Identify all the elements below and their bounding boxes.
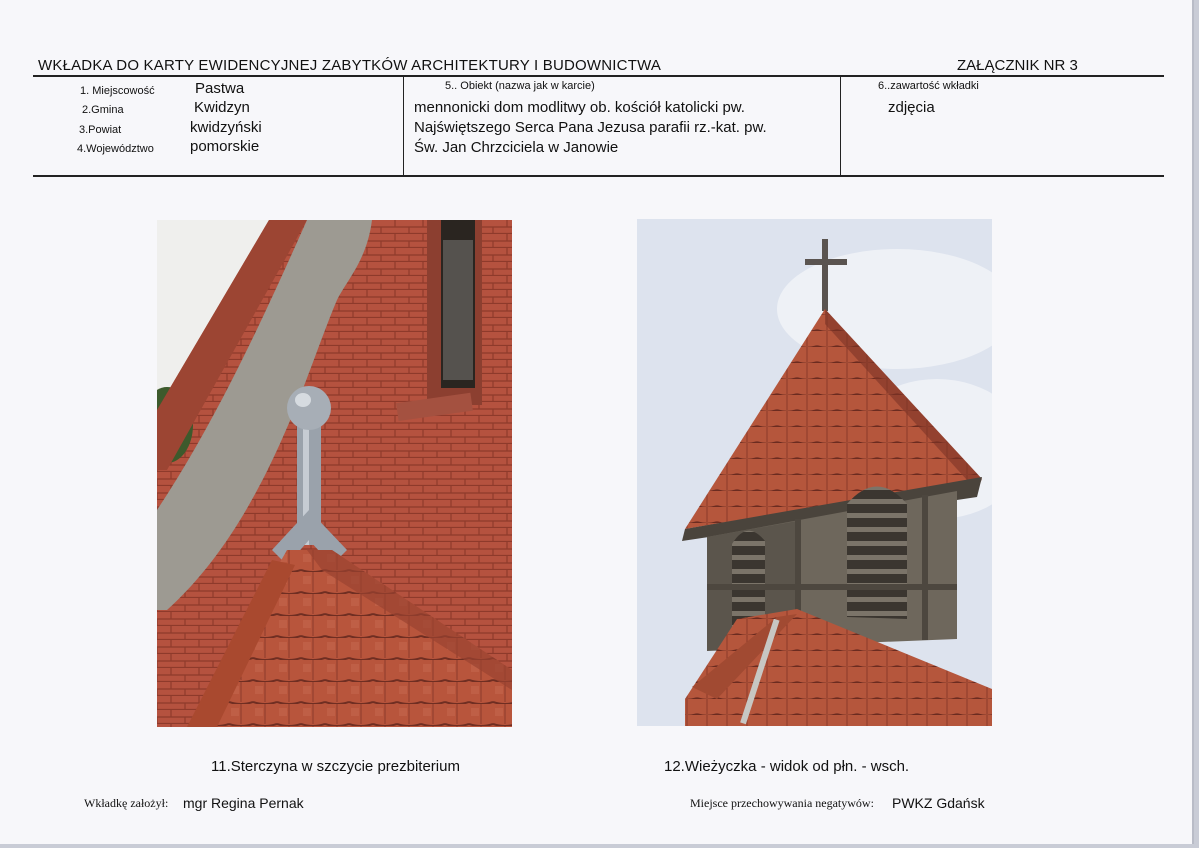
field-label-gmina: 2.Gmina xyxy=(82,104,124,116)
object-line-2: Najświętszego Serca Pana Jezusa parafii rz.-kat. pw. xyxy=(414,119,767,136)
document-title: WKŁADKA DO KARTY EWIDENCYJNEJ ZABYTKÓW ARCHITEKTURY I BUDOWNICTWA xyxy=(38,57,662,74)
contents-label: 6..zawartość wkładki xyxy=(878,80,979,92)
turret-photo xyxy=(637,219,992,726)
photo-caption-11: 11.Sterczyna w szczycie prezbiterium xyxy=(211,758,460,775)
object-line-1: mennonicki dom modlitwy ob. kościół katolicki pw. xyxy=(414,99,745,116)
photo-caption-12: 12.Wieżyczka - widok od płn. - wsch. xyxy=(664,758,910,775)
object-line-3: Św. Jan Chrzciciela w Janowie xyxy=(414,139,619,156)
field-value-wojewodztwo: pomorskie xyxy=(190,138,260,155)
column-divider-2 xyxy=(840,76,841,176)
field-value-gmina: Kwidzyn xyxy=(194,99,250,116)
object-label: 5.. Obiekt (nazwa jak w karcie) xyxy=(445,80,595,92)
finial-photo xyxy=(157,220,512,727)
field-label-powiat: 3.Powiat xyxy=(79,124,122,136)
column-divider-1 xyxy=(403,76,404,176)
field-value-miejscowosc: Pastwa xyxy=(195,80,245,97)
header-bottom-rule xyxy=(33,175,1164,177)
author-label: Wkładkę założył: xyxy=(84,796,169,810)
storage-label: Miejsce przechowywania negatywów: xyxy=(690,796,874,810)
storage-value: PWKZ Gdańsk xyxy=(892,795,985,811)
contents-value: zdjęcia xyxy=(888,99,935,116)
field-label-wojewodztwo: 4.Województwo xyxy=(77,143,154,155)
field-label-miejscowosc: 1. Miejscowość xyxy=(80,85,155,97)
author-name: mgr Regina Pernak xyxy=(183,795,304,811)
field-value-powiat: kwidzyński xyxy=(190,119,262,136)
annex-number: ZAŁĄCZNIK NR 3 xyxy=(957,57,1078,74)
header-top-rule xyxy=(33,75,1164,77)
